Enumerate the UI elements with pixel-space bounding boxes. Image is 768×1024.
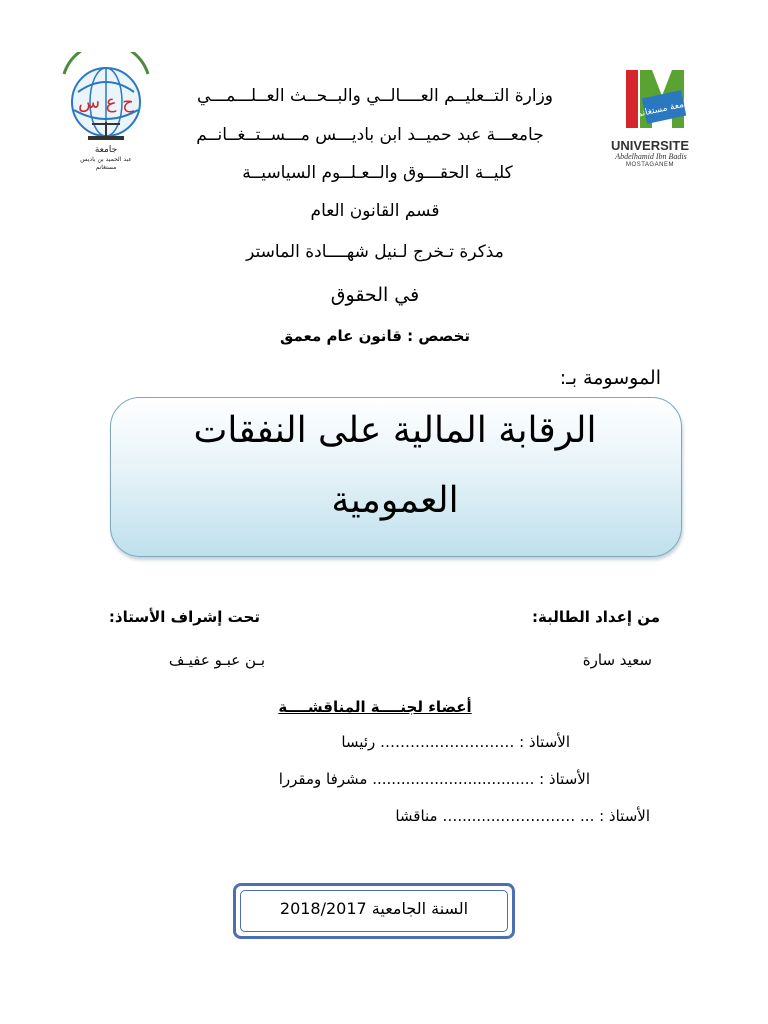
logo-caption-3: مستغانم: [95, 164, 117, 171]
supervised-by-label: تحت إشراف الأستاذ:: [108, 608, 260, 626]
prepared-by-label: من إعداد الطالبة:: [532, 608, 660, 626]
academic-year: السنة الجامعية 2018/2017: [279, 899, 469, 918]
logo-caption-1: جامعة: [94, 145, 118, 155]
faculty-logo: [48, 52, 168, 172]
university-logo-subcaption: Abdelhamid Ibn Badis: [615, 152, 687, 161]
thesis-title-line-1: الرقابة المالية على النفقات: [193, 410, 597, 451]
jury-member-2: الأستاذ : .................................. مشرفا ومقررا: [278, 770, 590, 788]
thesis-title-line-2: العمومية: [331, 480, 459, 521]
field-line: في الحقوق: [330, 284, 420, 306]
logo-caption-2: عبد الحميد بن باديس: [80, 156, 132, 163]
university-logo-city: MOSTAGANEM: [626, 162, 674, 168]
ministry-line: وزارة التــعليــم العــــالــي والبــحــث العــلـــمـــي: [196, 86, 554, 106]
dedication-label: الموسومة بـ:: [559, 367, 661, 389]
faculty-line: كليــة الحقـــوق والــعـلــوم السياسيــة: [242, 163, 513, 183]
specialty-line: تخصص : قانون عام معمق: [279, 327, 471, 345]
svg-text:جامعة مستغانم: جامعة مستغانم: [635, 98, 693, 120]
logo-letters: ح ع س: [78, 92, 134, 113]
jury-member-1: الأستاذ : ……………...……… رئيسا: [341, 733, 570, 751]
supervisor-name: بـن عبـو عفيـف: [168, 651, 265, 669]
department-line: قسم القانون العام: [310, 201, 440, 221]
university-logo-caption: UNIVERSITE: [610, 138, 689, 153]
jury-member-3: الأستاذ : ... …………….........… مناقشا: [395, 807, 650, 825]
jury-title: أعضاء لجنــــة المناقشــــة: [278, 698, 472, 716]
student-name: سعيد سارة: [582, 651, 652, 669]
thesis-type-line: مذكرة تـخرج لـنيل شهــــادة الماستر: [246, 242, 504, 262]
university-line: جامعـــة عبد حميــد ابن باديـــس مـــســتــغــانــم: [196, 125, 544, 145]
